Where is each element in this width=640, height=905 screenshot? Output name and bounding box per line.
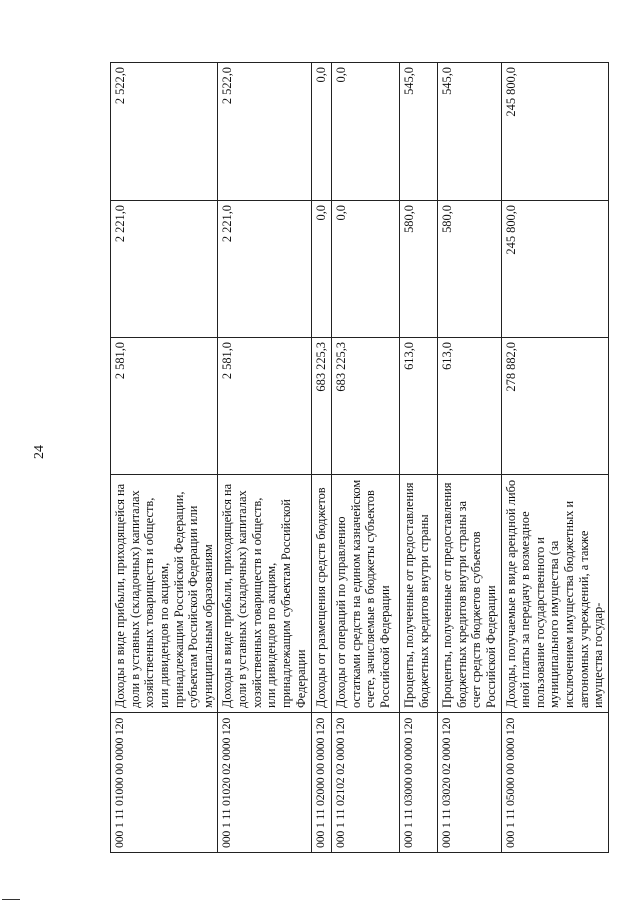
table-row xyxy=(312,63,332,853)
table-row xyxy=(438,63,502,853)
budget-code-cell: 000 1 11 02102 02 0000 120 xyxy=(332,713,400,853)
budget-code-cell: 000 1 11 01020 02 0000 120 xyxy=(218,713,312,853)
value-cell: 580,0 xyxy=(438,201,502,338)
scan-edge-mark xyxy=(2,899,20,900)
page-number: 24 xyxy=(32,445,47,459)
value-cell: 545,0 xyxy=(438,63,502,201)
table-row xyxy=(218,63,312,853)
value-cell: 278 882,0 xyxy=(501,338,608,475)
revenue-name-cell: Доходы от размещения средств бюджетов xyxy=(312,475,332,713)
rotated-table-container xyxy=(110,63,606,853)
table-row xyxy=(501,63,608,853)
value-cell: 613,0 xyxy=(400,338,438,475)
table-row xyxy=(332,63,400,853)
table-row xyxy=(400,63,438,853)
value-cell: 0,0 xyxy=(332,201,400,338)
value-cell: 0,0 xyxy=(312,201,332,338)
budget-code-cell: 000 1 11 03000 00 0000 120 xyxy=(400,713,438,853)
value-cell: 2 581,0 xyxy=(111,338,218,475)
table-row xyxy=(111,63,218,853)
value-cell: 2 522,0 xyxy=(218,63,312,201)
value-cell: 245 800,0 xyxy=(501,63,608,201)
budget-code-cell: 000 1 11 01000 00 0000 120 xyxy=(111,713,218,853)
value-cell: 545,0 xyxy=(400,63,438,201)
value-cell: 0,0 xyxy=(332,63,400,201)
revenue-name-cell: Доходы в виде прибыли, приходящейся на доли в уставных (складочных) капиталах хозяйственных товариществ и обществ, или дивидендов по акциям, принадлежащим субъектам Российской Федерации xyxy=(218,475,312,713)
budget-code-cell: 000 1 11 05000 00 0000 120 xyxy=(501,713,608,853)
revenue-name-cell: Проценты, полученные от предоставления бюджетных кредитов внутри страны xyxy=(400,475,438,713)
revenue-name-cell: Доходы от операций по управлению остатками средств на едином казначейском счете, зачисляемые в бюджеты субъектов Российской Федерации xyxy=(332,475,400,713)
revenue-name-cell: Доходы, получаемые в виде арендной либо иной платы за передачу в возмездное пользование государственного и муниципального имущества (за исключением имущества бюджетных и автономных учреждений, а также имущества государ- xyxy=(501,475,608,713)
value-cell: 613,0 xyxy=(438,338,502,475)
budget-code-cell: 000 1 11 02000 00 0000 120 xyxy=(312,713,332,853)
value-cell: 2 221,0 xyxy=(218,201,312,338)
value-cell: 683 225,3 xyxy=(312,338,332,475)
value-cell: 683 225,3 xyxy=(332,338,400,475)
budget-code-cell: 000 1 11 03020 02 0000 120 xyxy=(438,713,502,853)
value-cell: 2 522,0 xyxy=(111,63,218,201)
value-cell: 245 800,0 xyxy=(501,201,608,338)
revenue-name-cell: Доходы в виде прибыли, приходящейся на доли в уставных (складочных) капиталах хозяйственных товариществ и обществ, или дивидендов по акциям, принадлежащим Российской Федерации, субъектам Российской Федерации или муниципальным образованиям xyxy=(111,475,218,713)
revenue-table xyxy=(110,62,609,853)
value-cell: 2 581,0 xyxy=(218,338,312,475)
value-cell: 580,0 xyxy=(400,201,438,338)
value-cell: 0,0 xyxy=(312,63,332,201)
value-cell: 2 221,0 xyxy=(111,201,218,338)
revenue-name-cell: Проценты, полученные от предоставления бюджетных кредитов внутри страны за счет средств бюджетов субъектов Российской Федерации xyxy=(438,475,502,713)
